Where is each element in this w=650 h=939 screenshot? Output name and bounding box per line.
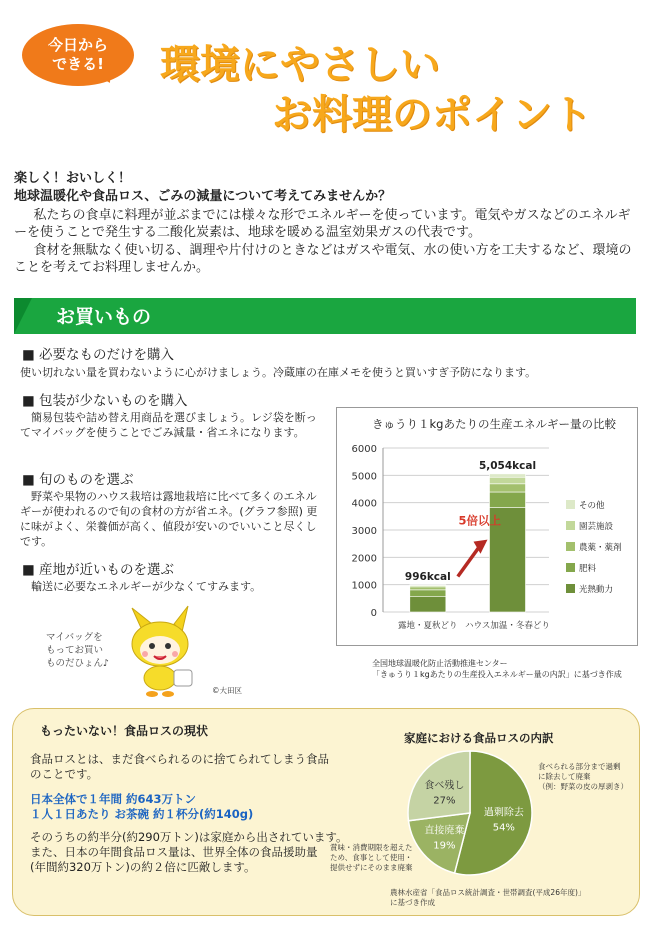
bar-segment (410, 587, 446, 590)
legend-item (566, 494, 622, 515)
x-category-label: ハウス加温・冬春どり (465, 621, 550, 631)
food-loss-title: もったいない！食品ロスの現状 (40, 724, 209, 738)
increase-annotation: 5倍以上 (458, 513, 502, 528)
page-title-line-1: 環境にやさしい (160, 42, 440, 88)
legend-label: 園芸施設 (579, 521, 614, 532)
legend-swatch (566, 563, 575, 572)
pie-slice-label: 直接廃棄 (424, 825, 465, 837)
tip-heading-3: ■ 旬のものを選ぶ (22, 472, 134, 488)
x-category-label: 露地・夏秋どり (398, 621, 458, 631)
energy-chart-title: きゅうり１kgあたりの生産エネルギー量の比較 (372, 417, 616, 431)
legend-swatch (566, 542, 575, 551)
legend-item (566, 515, 622, 536)
pie-slice-value: 27% (433, 795, 456, 807)
intro-heading-2: 地球温暖化や食品ロス、ごみの減量について考えてみませんか？ (14, 189, 392, 204)
pie-chart-title: 家庭における食品ロスの内訳 (404, 731, 554, 745)
food-loss-text-1b: のことです。 (30, 767, 99, 781)
badge-line-2: できる! (52, 55, 104, 73)
bar-segment (410, 597, 446, 612)
energy-chart-source-2: 「きゅうり１kgあたりの生産投入エネルギー量の内訳」に基づき作成 (372, 670, 622, 679)
legend-item (566, 536, 622, 557)
section-title: お買いもの (56, 306, 152, 328)
energy-chart-legend (566, 494, 622, 599)
food-loss-stat-2: １人１日あたり お茶碗 約１杯分(約140g) (30, 807, 254, 821)
tip-heading-2: ■ 包装が少ないものを購入 (22, 393, 188, 409)
food-loss-text-2a: そのうちの約半分(約290万トン)は家庭から出されています。 (30, 830, 348, 844)
food-loss-text-2b: また、日本の年間食品ロス量は、世界全体の食品援助量 (30, 845, 318, 859)
bar-total-label: 5,054kcal (478, 459, 537, 472)
pie-note-excess-1: 食べられる部分まで過剰 (538, 762, 621, 771)
pie-note-direct-2: ため、食事として使用・ (330, 853, 413, 862)
pie-source-1: 農林水産省「食品ロス統計調査・世帯調査(平成26年度)」 (390, 888, 586, 897)
section-header (14, 298, 636, 334)
legend-label: その他 (579, 500, 605, 511)
pie-note-direct-3: 提供せずにそのまま廃棄 (330, 863, 413, 872)
bar-segment (490, 492, 526, 508)
pie-note-excess-2: に除去して廃棄 (538, 772, 591, 781)
mascot-copyright: ©大田区 (212, 686, 242, 695)
y-tick-label: 2000 (351, 553, 377, 565)
legend-label: 光熱動力 (579, 584, 614, 595)
tip-text-3: 野菜や果物のハウス栽培は露地栽培に比べて多くのエネルギーが使われるので旬の食材の方が省エネ。(グラフ参照) 更に味がよく、栄養価が高く、値段が安いのでいいこと尽くしです。 (20, 490, 318, 548)
pie-slice-value: 54% (492, 822, 515, 834)
pie-slice-value: 19% (433, 840, 456, 852)
page-title-line-2: お料理のポイント (272, 92, 592, 138)
bar-segment (410, 590, 446, 597)
legend-label: 農薬・薬剤 (579, 542, 622, 553)
tip-text-1: 使い切れない量を買わないように心がけましょう。冷蔵庫の在庫メモを使うと買いすぎ予防になります。 (20, 366, 537, 379)
pie-source-2: に基づき作成 (390, 898, 435, 907)
intro-paragraph-1: 私たちの食卓に料理が並ぶまでには様々な形でエネルギーを使っています。電気やガスなどのエネルギーを使うことで発生する二酸化炭素は、地球を暖める温室効果ガスの代表です。 (14, 208, 631, 240)
legend-item (566, 578, 622, 599)
legend-swatch (566, 500, 575, 509)
y-tick-label: 4000 (351, 498, 377, 510)
y-tick-label: 3000 (351, 526, 377, 537)
section-header-accent (14, 298, 32, 334)
pie-slice-label: 食べ残し (424, 780, 465, 792)
pie-note-direct-1: 賞味・消費期限を超えた (330, 843, 413, 852)
food-loss-text-1a: 食品ロスとは、まだ食べられるのに捨てられてしまう食品 (30, 752, 329, 766)
food-loss-stat-1: 日本全体で１年間 約643万トン (30, 792, 197, 806)
legend-item (566, 557, 622, 578)
intro-paragraph-2: 食材を無駄なく使い切る、調理や片付けのときなどはガスや電気、水の使い方を工夫するなど、環境のことを考えてお料理しませんか。 (14, 243, 632, 275)
bar-segment (490, 474, 526, 477)
tip-text-4: 輸送に必要なエネルギーが少なくてすみます。 (31, 580, 262, 593)
bar-segment (410, 585, 446, 586)
legend-swatch (566, 584, 575, 593)
energy-chart-source-1: 全国地球温暖化防止活動推進センター (372, 659, 508, 668)
y-tick-label: 1000 (351, 580, 377, 592)
bar-total-label: 996kcal (404, 570, 451, 583)
y-tick-label: 0 (370, 608, 377, 619)
mascot-note-1: マイバッグを (46, 632, 103, 643)
bar-segment (490, 484, 526, 492)
tip-heading-4: ■ 産地が近いものを選ぶ (22, 562, 175, 578)
mascot-note-2: もってお買い (46, 645, 104, 656)
y-tick-label: 5000 (351, 471, 377, 483)
mascot-note-3: ものだひょん♪ (46, 658, 110, 669)
food-loss-text-2c: (年間約320万トン)の約２倍に匹敵します。 (30, 860, 256, 874)
mascot-illustration (112, 604, 208, 700)
food-loss-pie-chart (405, 748, 535, 878)
intro-heading-1: 楽しく！おいしく！ (14, 171, 132, 186)
pie-note-excess-3: （例：野菜の皮の厚剥き） (538, 782, 628, 791)
pie-slice-label: 過剰除去 (483, 807, 524, 819)
y-tick-label: 6000 (351, 444, 377, 455)
tip-text-2: 簡易包装や詰め替え用商品を選びましょう。レジ袋を断ってマイバッグを使うことでごみ減量・省エネになります。 (20, 411, 317, 439)
tip-heading-1: ■ 必要なものだけを購入 (22, 347, 175, 363)
bar-segment (490, 477, 526, 484)
legend-swatch (566, 521, 575, 530)
badge-line-1: 今日から (47, 36, 108, 54)
legend-label: 肥料 (579, 563, 597, 574)
